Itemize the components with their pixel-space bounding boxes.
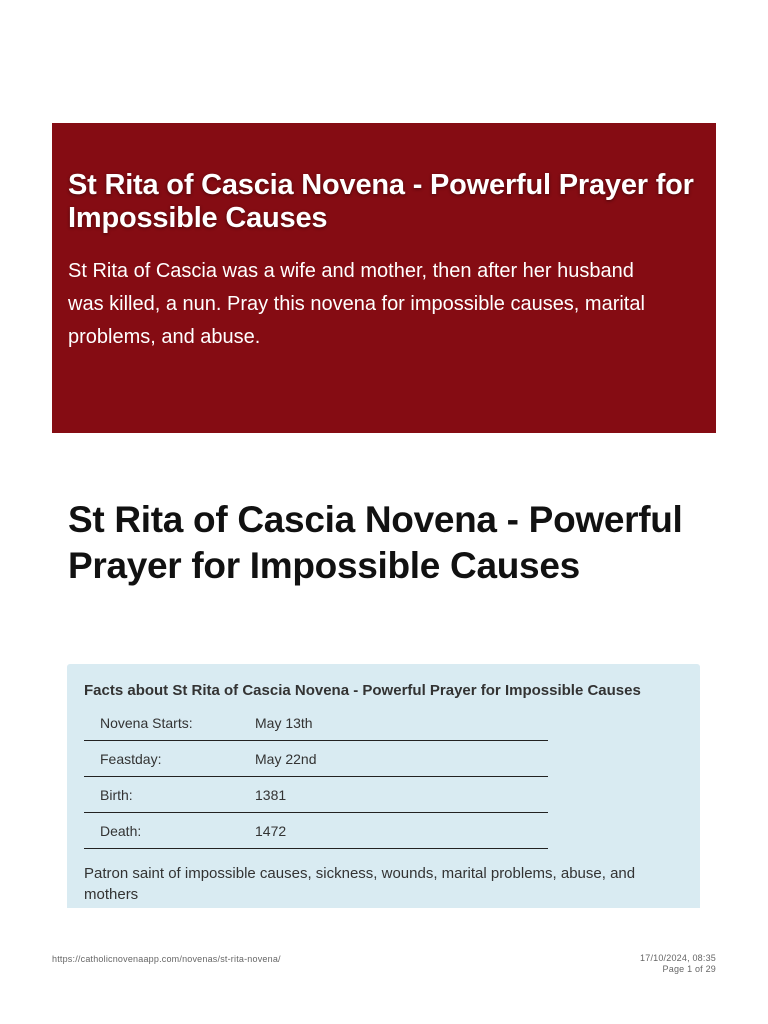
hero-description: St Rita of Cascia was a wife and mother, then after her husband was killed, a nun. Pray this novena for impossible causes, marital problems, and abuse. xyxy=(68,260,645,348)
table-row xyxy=(84,705,548,741)
facts-box xyxy=(67,664,700,908)
table-row xyxy=(84,813,548,849)
fact-label: Death: xyxy=(84,813,239,849)
table-row xyxy=(84,741,548,777)
footer-timestamp: 17/10/2024, 08:35 xyxy=(640,953,716,963)
fact-value: 1381 xyxy=(239,777,548,813)
hero-banner xyxy=(52,123,716,433)
footer-page-number: Page 1 of 29 xyxy=(662,964,716,974)
fact-label: Birth: xyxy=(84,777,239,813)
hero-title: St Rita of Cascia Novena - Powerful Prayer for Impossible Causes xyxy=(68,169,694,234)
footer-meta xyxy=(640,953,716,975)
fact-value: May 22nd xyxy=(239,741,548,777)
facts-table xyxy=(84,705,548,849)
table-row xyxy=(84,777,548,813)
fact-value: 1472 xyxy=(239,813,548,849)
facts-note: Patron saint of impossible causes, sickness, wounds, marital problems, abuse, and mothers xyxy=(84,865,636,903)
page-title: St Rita of Cascia Novena - Powerful Prayer for Impossible Causes xyxy=(68,499,683,586)
fact-label: Feastday: xyxy=(84,741,239,777)
fact-label: Novena Starts: xyxy=(84,705,239,741)
footer-url: https://catholicnovenaapp.com/novenas/st-rita-novena/ xyxy=(52,954,281,964)
fact-value: May 13th xyxy=(239,705,548,741)
facts-heading: Facts about St Rita of Cascia Novena - Powerful Prayer for Impossible Causes xyxy=(84,682,641,699)
